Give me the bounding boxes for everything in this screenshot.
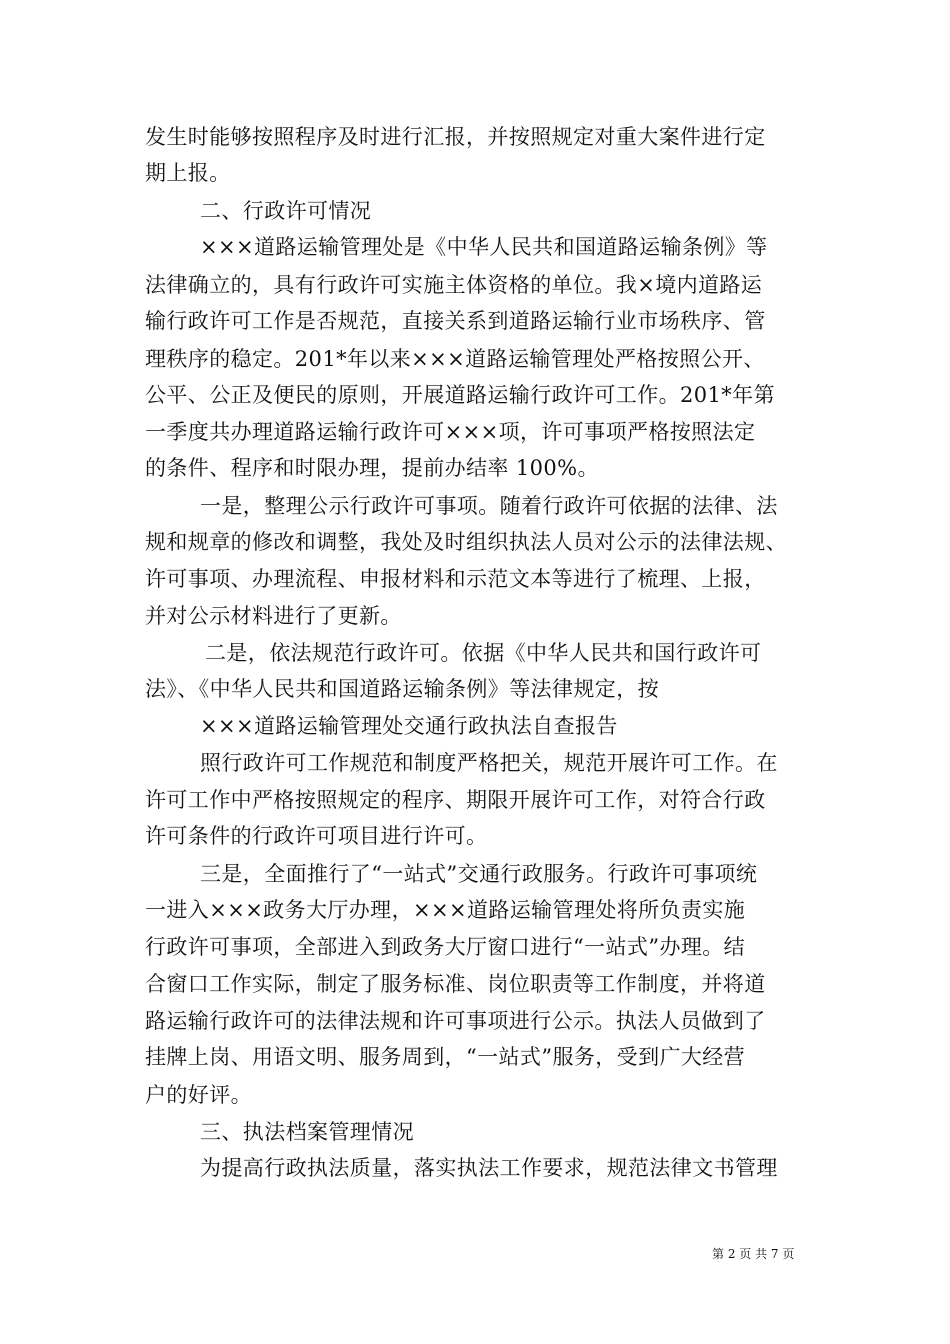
text-line: 合窗口工作实际，制定了服务标准、岗位职责等工作制度，并将道 <box>145 972 766 996</box>
document-title: ×××道路运输管理处交通行政执法自查报告 <box>200 714 618 738</box>
text-line: 理秩序的稳定。201*年以来×××道路运输管理处严格按照公开、 <box>145 347 765 371</box>
text-line: 公平、公正及便民的原则，开展道路运输行政许可工作。201*年第 <box>145 383 775 407</box>
page-number: 第 2 页 共 7 页 <box>712 1247 795 1261</box>
text-line: 一是，整理公示行政许可事项。随着行政许可依据的法律、法 <box>200 494 778 518</box>
text-line: 一季度共办理道路运输行政许可×××项，许可事项严格按照法定 <box>145 420 756 444</box>
text-line: 许可事项、办理流程、申报材料和示范文本等进行了梳理、上报， <box>145 567 766 591</box>
text-line: 许可条件的行政许可项目进行许可。 <box>145 824 488 848</box>
text-line: 为提高行政执法质量，落实执法工作要求，规范法律文书管理 <box>200 1156 778 1180</box>
text-line: 行政许可事项，全部进入到政务大厅窗口进行“一站式”办理。结 <box>145 935 746 959</box>
text-line: 三是，全面推行了“一站式”交通行政服务。行政许可事项统 <box>200 862 758 886</box>
text-line: 法律确立的，具有行政许可实施主体资格的单位。我×境内道路运 <box>145 273 763 297</box>
text-line: 并对公示材料进行了更新。 <box>145 604 402 628</box>
text-line: 期上报。 <box>145 161 231 185</box>
text-line: 许可工作中严格按照规定的程序、期限开展许可工作，对符合行政 <box>145 788 766 812</box>
text-line: 照行政许可工作规范和制度严格把关，规范开展许可工作。在 <box>200 751 778 775</box>
text-line: 挂牌上岗、用语文明、服务周到，“一站式”服务，受到广大经营 <box>145 1045 746 1069</box>
text-line: 规和规章的修改和调整，我处及时组织执法人员对公示的法律法规、 <box>145 530 787 554</box>
text-line: 路运输行政许可的法律法规和许可事项进行公示。执法人员做到了 <box>145 1009 766 1033</box>
section-heading: 二、行政许可情况 <box>200 199 372 223</box>
text-line: 输行政许可工作是否规范，直接关系到道路运输行业市场秩序、管 <box>145 309 766 333</box>
text-line: 二是，依法规范行政许可。依据《中华人民共和国行政许可 <box>205 641 762 665</box>
section-heading: 三、执法档案管理情况 <box>200 1120 414 1144</box>
text-line: 户的好评。 <box>145 1083 252 1107</box>
text-line: 法》、《中华人民共和国道路运输条例》等法律规定，按 <box>145 677 659 701</box>
text-line: 一进入×××政务大厅办理，×××道路运输管理处将所负责实施 <box>145 898 746 922</box>
text-line: 的条件、程序和时限办理，提前办结率 100%。 <box>145 456 599 480</box>
text-line: 发生时能够按照程序及时进行汇报，并按照规定对重大案件进行定 <box>145 125 766 149</box>
text-line: ×××道路运输管理处是《中华人民共和国道路运输条例》等 <box>200 235 768 259</box>
